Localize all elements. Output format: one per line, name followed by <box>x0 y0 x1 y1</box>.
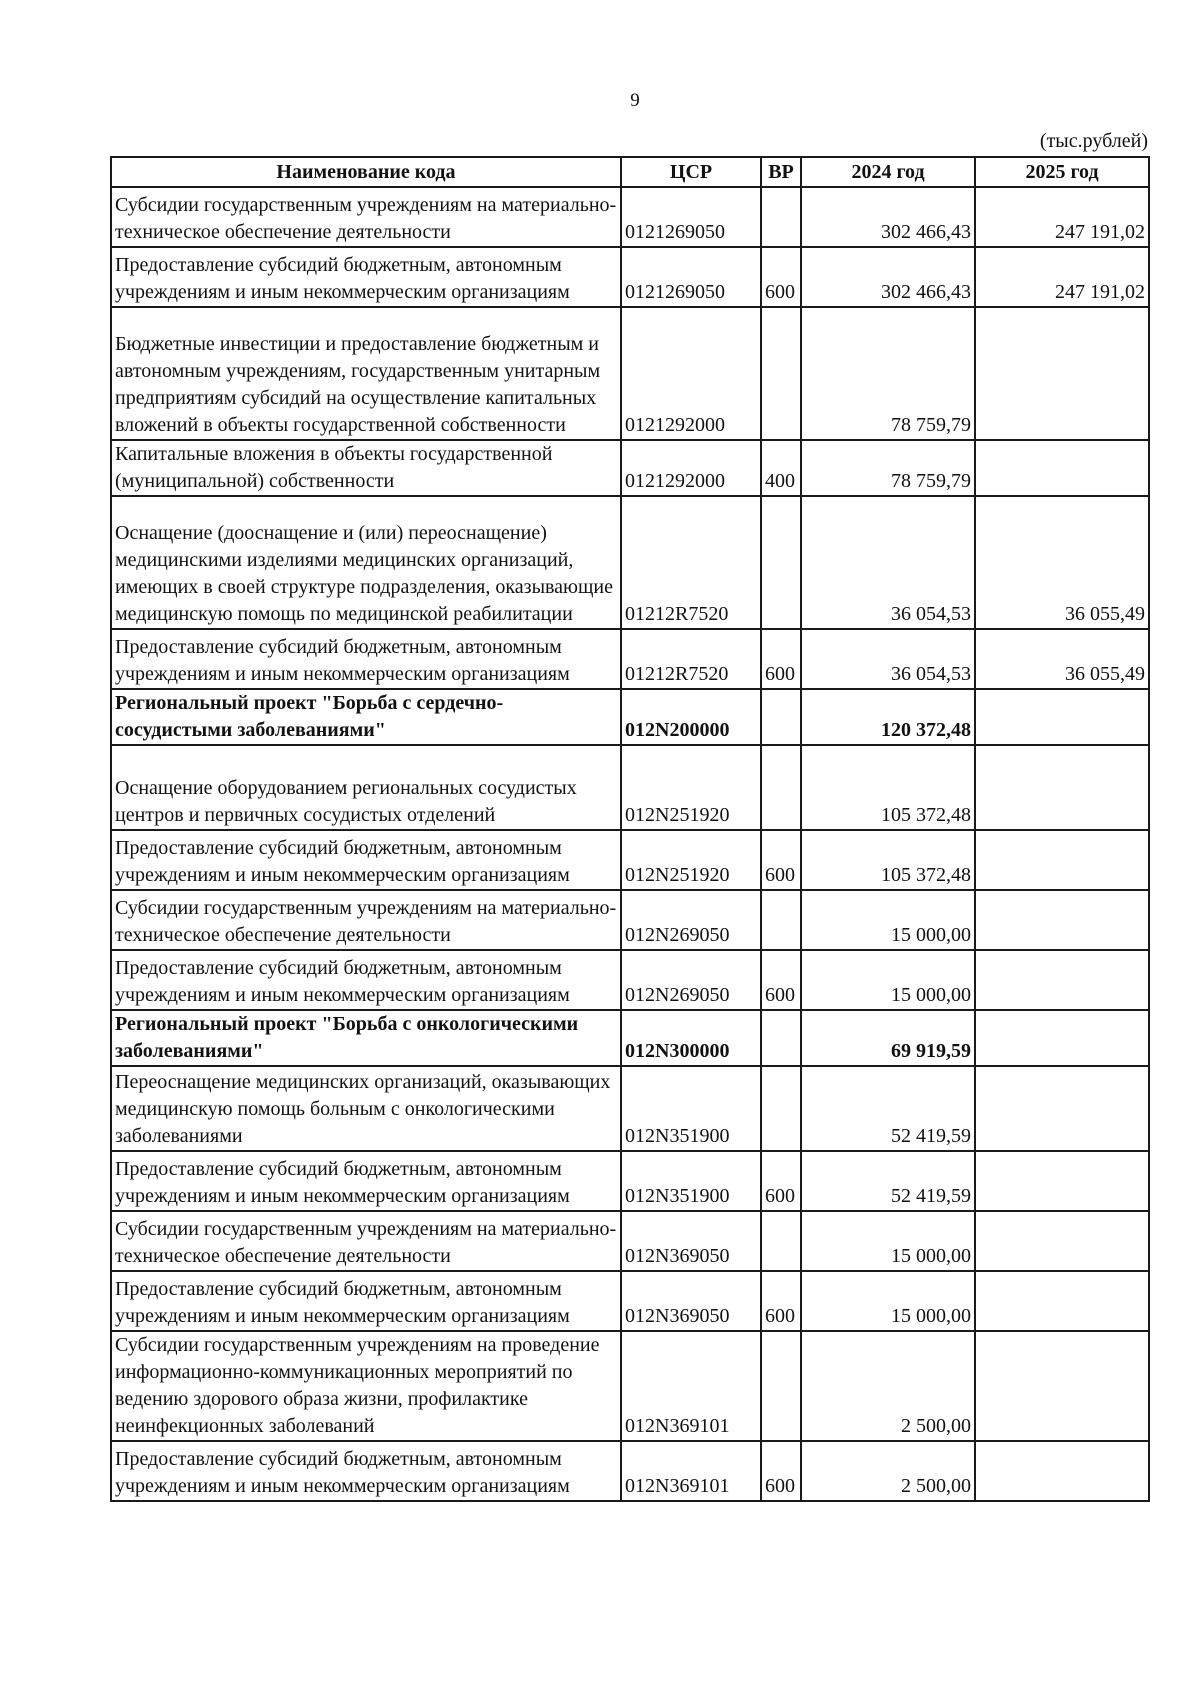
row-vr: 600 <box>761 1271 801 1331</box>
table-row <box>111 187 1149 247</box>
row-vr: 400 <box>761 440 801 496</box>
row-vr <box>761 745 801 830</box>
row-2024: 120 372,48 <box>801 689 975 745</box>
row-csr: 0121269050 <box>621 247 761 307</box>
row-name: Предоставление субсидий бюджетным, автономным учреждениям и иным некоммерческим организациям <box>111 1441 621 1501</box>
row-2025 <box>975 1271 1149 1331</box>
row-vr <box>761 496 801 629</box>
row-csr: 012N251920 <box>621 745 761 830</box>
row-2025 <box>975 440 1149 496</box>
table-row <box>111 745 1149 830</box>
row-vr: 600 <box>761 247 801 307</box>
table-row <box>111 629 1149 689</box>
table-row <box>111 440 1149 496</box>
units-label: (тыс.рублей) <box>1039 130 1148 152</box>
row-name: Предоставление субсидий бюджетным, автономным учреждениям и иным некоммерческим организациям <box>111 629 621 689</box>
row-name: Оснащение оборудованием региональных сосудистых центров и первичных сосудистых отделений <box>111 745 621 830</box>
row-vr <box>761 1331 801 1441</box>
row-2025: 247 191,02 <box>975 187 1149 247</box>
row-name: Предоставление субсидий бюджетным, автономным учреждениям и иным некоммерческим организациям <box>111 950 621 1010</box>
row-vr: 600 <box>761 830 801 890</box>
row-2025 <box>975 830 1149 890</box>
row-vr <box>761 1010 801 1066</box>
table-row <box>111 1441 1149 1501</box>
row-name: Субсидии государственным учреждениям на материально-техническое обеспечение деятельности <box>111 1211 621 1271</box>
row-2025 <box>975 1441 1149 1501</box>
row-name: Капитальные вложения в объекты государственной (муниципальной) собственности <box>111 440 621 496</box>
table-row <box>111 1211 1149 1271</box>
row-csr: 012N369050 <box>621 1211 761 1271</box>
table-row <box>111 1331 1149 1441</box>
row-2025 <box>975 307 1149 440</box>
row-2024: 15 000,00 <box>801 890 975 950</box>
table-row <box>111 689 1149 745</box>
row-2025: 36 055,49 <box>975 496 1149 629</box>
row-2024: 2 500,00 <box>801 1331 975 1441</box>
row-2024: 2 500,00 <box>801 1441 975 1501</box>
row-2025 <box>975 890 1149 950</box>
table-row <box>111 496 1149 629</box>
row-vr <box>761 187 801 247</box>
row-csr: 012N351900 <box>621 1066 761 1151</box>
row-2024: 15 000,00 <box>801 1211 975 1271</box>
row-vr: 600 <box>761 950 801 1010</box>
row-2024: 69 919,59 <box>801 1010 975 1066</box>
row-2024: 36 054,53 <box>801 629 975 689</box>
header-2025: 2025 год <box>975 157 1149 187</box>
row-name: Оснащение (дооснащение и (или) переоснащение) медицинскими изделиями медицинских организаций, имеющих в своей структуре подразделения, оказывающие медицинскую помощь по медицинской реабилитации <box>111 496 621 629</box>
row-name: Субсидии государственным учреждениям на материально-техническое обеспечение деятельности <box>111 187 621 247</box>
row-name: Предоставление субсидий бюджетным, автономным учреждениям и иным некоммерческим организациям <box>111 1271 621 1331</box>
row-2024: 52 419,59 <box>801 1066 975 1151</box>
header-row <box>111 157 1149 187</box>
row-2024: 302 466,43 <box>801 247 975 307</box>
row-csr: 012N269050 <box>621 890 761 950</box>
row-2024: 36 054,53 <box>801 496 975 629</box>
row-csr: 0121269050 <box>621 187 761 247</box>
header-name: Наименование кода <box>111 157 621 187</box>
row-name: Предоставление субсидий бюджетным, автономным учреждениям и иным некоммерческим организациям <box>111 247 621 307</box>
row-csr: 012N251920 <box>621 830 761 890</box>
table-row <box>111 1010 1149 1066</box>
header-2024: 2024 год <box>801 157 975 187</box>
row-2024: 78 759,79 <box>801 440 975 496</box>
row-2024: 78 759,79 <box>801 307 975 440</box>
row-csr: 01212R7520 <box>621 496 761 629</box>
row-vr: 600 <box>761 629 801 689</box>
row-csr: 012N369101 <box>621 1331 761 1441</box>
row-2025: 247 191,02 <box>975 247 1149 307</box>
row-vr <box>761 1066 801 1151</box>
row-name: Региональный проект "Борьба с онкологическими заболеваниями" <box>111 1010 621 1066</box>
row-2024: 15 000,00 <box>801 1271 975 1331</box>
row-csr: 012N351900 <box>621 1151 761 1211</box>
row-name: Субсидии государственным учреждениям на материально-техническое обеспечение деятельности <box>111 890 621 950</box>
row-2025 <box>975 1066 1149 1151</box>
row-vr <box>761 689 801 745</box>
row-csr: 012N269050 <box>621 950 761 1010</box>
row-2025 <box>975 1151 1149 1211</box>
row-2025 <box>975 1211 1149 1271</box>
row-2025 <box>975 1010 1149 1066</box>
row-vr <box>761 890 801 950</box>
row-vr: 600 <box>761 1151 801 1211</box>
row-name: Предоставление субсидий бюджетным, автономным учреждениям и иным некоммерческим организациям <box>111 830 621 890</box>
row-2025 <box>975 950 1149 1010</box>
table-row <box>111 890 1149 950</box>
table-row <box>111 830 1149 890</box>
row-2025 <box>975 745 1149 830</box>
row-2025 <box>975 689 1149 745</box>
row-vr <box>761 1211 801 1271</box>
table-row <box>111 247 1149 307</box>
table-row <box>111 307 1149 440</box>
row-2024: 52 419,59 <box>801 1151 975 1211</box>
row-vr: 600 <box>761 1441 801 1501</box>
row-2025 <box>975 1331 1149 1441</box>
header-vr: ВР <box>761 157 801 187</box>
row-name: Бюджетные инвестиции и предоставление бюджетным и автономным учреждениям, государственным унитарным предприятиям субсидий на осуществление капитальных вложений в объекты государственной собственности <box>111 307 621 440</box>
row-2024: 105 372,48 <box>801 745 975 830</box>
row-2024: 105 372,48 <box>801 830 975 890</box>
row-2024: 302 466,43 <box>801 187 975 247</box>
row-name: Региональный проект "Борьба с сердечно-сосудистыми заболеваниями" <box>111 689 621 745</box>
row-csr: 01212R7520 <box>621 629 761 689</box>
table-row <box>111 950 1149 1010</box>
row-2025: 36 055,49 <box>975 629 1149 689</box>
row-csr: 012N369101 <box>621 1441 761 1501</box>
table-row <box>111 1151 1149 1211</box>
table-row <box>111 1271 1149 1331</box>
budget-table <box>110 156 1150 1502</box>
row-csr: 0121292000 <box>621 440 761 496</box>
header-csr: ЦСР <box>621 157 761 187</box>
page-number: 9 <box>630 90 640 111</box>
row-vr <box>761 307 801 440</box>
row-csr: 012N369050 <box>621 1271 761 1331</box>
row-csr: 012N200000 <box>621 689 761 745</box>
row-name: Субсидии государственным учреждениям на проведение информационно-коммуникационных мероприятий по ведению здорового образа жизни, профилактике неинфекционных заболеваний <box>111 1331 621 1441</box>
row-2024: 15 000,00 <box>801 950 975 1010</box>
row-name: Предоставление субсидий бюджетным, автономным учреждениям и иным некоммерческим организациям <box>111 1151 621 1211</box>
row-csr: 012N300000 <box>621 1010 761 1066</box>
row-name: Переоснащение медицинских организаций, оказывающих медицинскую помощь больным с онкологическими заболеваниями <box>111 1066 621 1151</box>
table-row <box>111 1066 1149 1151</box>
row-csr: 0121292000 <box>621 307 761 440</box>
